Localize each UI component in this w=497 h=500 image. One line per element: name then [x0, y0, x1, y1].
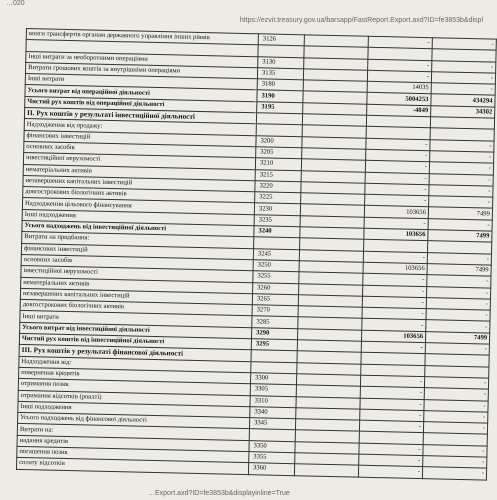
value-col-3: - — [423, 444, 487, 457]
value-col-3: 7499 — [425, 331, 489, 344]
row-label: Витрати грошових коштів за внутрішніми операціями — [25, 62, 257, 79]
row-code: 3215 — [255, 169, 301, 181]
row-code: 3290 — [252, 327, 298, 339]
row-label: довгострокових біологічних активів — [23, 187, 255, 204]
row-label: Інші надходження — [18, 401, 250, 418]
value-col-3: - — [429, 196, 493, 209]
row-label: отримання відсотків (роялті) — [18, 390, 250, 407]
value-col-2: - — [363, 251, 427, 264]
row-code: 3195 — [257, 102, 303, 114]
value-col-2: - — [361, 341, 425, 354]
row-label: Витрати на: — [17, 424, 249, 441]
row-code: 3355 — [249, 452, 295, 464]
row-label: Інші надходження — [22, 209, 254, 226]
row-label: Витрати на придбання: — [22, 232, 254, 249]
value-col-2: - — [365, 183, 429, 196]
value-col-3: - — [424, 399, 488, 412]
value-col-2: 103656 — [364, 206, 428, 219]
cash-flow-table — [16, 28, 497, 480]
row-code: 3210 — [255, 158, 301, 170]
row-label: повернення кредитів — [19, 367, 251, 384]
value-col-2: - — [365, 172, 429, 185]
value-col-3: 434294 — [431, 94, 495, 107]
row-label: Інші витрати за необоротними операціями — [26, 51, 258, 68]
value-col-2: - — [360, 386, 424, 399]
row-code: 3255 — [253, 271, 299, 283]
row-code: 3270 — [252, 305, 298, 317]
browser-header — [0, 0, 485, 28]
value-col-3: - — [428, 218, 492, 231]
value-col-3: - — [431, 83, 495, 96]
row-code: 3260 — [253, 282, 299, 294]
row-code: 3345 — [249, 418, 295, 430]
value-col-2: - — [367, 70, 431, 83]
row-code: 3340 — [250, 406, 296, 418]
value-col-2: - — [363, 285, 427, 298]
value-col-3: - — [430, 139, 494, 152]
row-label: інвестиційної нерухомості — [21, 266, 253, 283]
row-label: нематеріальних активів — [23, 164, 255, 181]
value-col-2: - — [362, 296, 426, 309]
row-code: 3305 — [250, 384, 296, 396]
row-label: інвестиційної нерухомості — [23, 153, 255, 170]
value-col-2: - — [368, 36, 432, 49]
value-col-3: 7499 — [428, 207, 492, 220]
row-label: погашення позик — [17, 446, 249, 463]
value-col-2: - — [362, 307, 426, 320]
value-col-3: - — [427, 275, 491, 288]
row-label: основних засобів — [24, 141, 256, 158]
value-col-2: 103656 — [364, 228, 428, 241]
value-col-2: - — [364, 217, 428, 230]
page-footer-url: …Export.axd?ID=fe3853b&displayinline=True — [148, 490, 290, 497]
row-code: 3205 — [256, 147, 302, 159]
row-code: 3126 — [258, 34, 304, 46]
value-col-2: - — [359, 443, 423, 456]
value-col-2: -4849 — [367, 104, 431, 117]
row-label: Надходження цільового фінансування — [22, 198, 254, 215]
value-col-3: 34302 — [431, 105, 495, 118]
row-code: 3180 — [257, 79, 303, 91]
value-col-2: - — [359, 420, 423, 433]
row-code: 3285 — [252, 316, 298, 328]
value-col-2: - — [360, 398, 424, 411]
value-col-3: - — [427, 252, 491, 265]
value-col-3: - — [424, 388, 488, 401]
value-col-3: - — [429, 162, 493, 175]
value-col-3: - — [431, 72, 495, 85]
value-col-3: - — [426, 286, 490, 299]
row-label: Чистий рух коштів від інвестиційної діяльності — [19, 333, 251, 350]
value-col-2: - — [365, 161, 429, 174]
row-code: 3230 — [254, 203, 300, 215]
value-col-2: - — [358, 465, 422, 478]
value-col-1 — [294, 464, 358, 477]
row-label: Усього надходжень від інвестиційної діяльності — [22, 221, 254, 238]
row-label: отримання позик — [18, 379, 250, 396]
value-col-3: 7499 — [427, 264, 491, 277]
row-label: незавершених капітальних інвестицій — [23, 175, 255, 192]
row-label: Чистий рух коштів від операційної діяльності — [25, 96, 257, 113]
value-col-2: - — [368, 59, 432, 72]
value-col-2: - — [359, 454, 423, 467]
value-col-3: - — [429, 173, 493, 186]
value-col-2: - — [360, 409, 424, 422]
value-col-2: 103656 — [361, 330, 425, 343]
cash-flow-statement — [16, 28, 496, 480]
row-code: 3295 — [251, 339, 297, 351]
value-col-3: - — [432, 60, 496, 73]
row-label: основних засобів — [21, 254, 253, 271]
row-code: 3310 — [250, 395, 296, 407]
value-col-3: 7499 — [428, 230, 492, 243]
row-label: Усього витрат від інвестиційної діяльності — [20, 322, 252, 339]
row-label: нематеріальних активів — [21, 277, 253, 294]
value-col-2: 14035 — [367, 81, 431, 94]
row-label: надання кредитів — [17, 435, 249, 452]
row-code: 3360 — [248, 463, 294, 475]
row-code: 3135 — [257, 68, 303, 80]
row-code: 3265 — [252, 294, 298, 306]
page-url: https://ezvit.treasury.gov.ua/barsapp/FastReport.Export.axd?ID=fe3853b&displ — [239, 17, 483, 24]
value-col-2: - — [365, 194, 429, 207]
row-label: Інші витрати — [25, 74, 257, 91]
value-col-3: - — [422, 467, 486, 480]
row-code: 3235 — [254, 214, 300, 226]
value-col-3: - — [426, 320, 490, 333]
row-code: 3200 — [256, 135, 302, 147]
value-col-2: - — [360, 375, 424, 388]
row-code: 3250 — [253, 260, 299, 272]
value-col-3: - — [425, 343, 489, 356]
value-col-3: - — [424, 410, 488, 423]
row-label: фінансових інвестицій — [21, 243, 253, 260]
value-col-3: - — [423, 422, 487, 435]
row-code: 3130 — [258, 56, 304, 68]
row-code: 3220 — [255, 181, 301, 193]
value-col-3: - — [426, 297, 490, 310]
value-col-2: - — [366, 149, 430, 162]
row-label: вонги трансфертів органам державного управління інших рівнів — [26, 29, 258, 46]
row-label: незавершених капітальних інвестицій — [20, 288, 252, 305]
value-col-3: - — [430, 151, 494, 164]
row-label: довгострокових біологічних активів — [20, 300, 252, 317]
row-code: 3190 — [257, 90, 303, 102]
row-code: 3300 — [250, 373, 296, 385]
value-col-3: - — [429, 185, 493, 198]
row-label: фінансових інвестицій — [24, 130, 256, 147]
row-label: Усього надходжень від фінансової діяльності — [18, 413, 250, 430]
value-col-2: 103656 — [363, 262, 427, 275]
row-code: 3245 — [253, 248, 299, 260]
page-header-text: …020 — [6, 0, 25, 7]
value-col-3: - — [424, 377, 488, 390]
row-code: 3350 — [249, 440, 295, 452]
row-label: III. Рух коштів у результаті фінансової діяльності — [19, 345, 251, 362]
value-col-2: - — [363, 273, 427, 286]
value-col-3: - — [423, 456, 487, 469]
value-col-2: - — [362, 319, 426, 332]
row-label: Інші витрати — [20, 311, 252, 328]
row-label: Надходження від: — [19, 356, 251, 373]
value-col-3: - — [432, 38, 496, 51]
value-col-2: - — [366, 138, 430, 151]
value-col-2: 5004253 — [367, 93, 431, 106]
value-col-3: - — [426, 309, 490, 322]
row-code: 3240 — [254, 226, 300, 238]
row-label: Надходження від продажу: — [24, 119, 256, 136]
row-label: Усього витрат від операційної діяльності — [25, 85, 257, 102]
row-label: II. Рух коштів у результаті інвестиційної діяльності — [24, 108, 256, 125]
row-code: 3225 — [255, 192, 301, 204]
row-label: сплату відсотків — [16, 458, 248, 475]
